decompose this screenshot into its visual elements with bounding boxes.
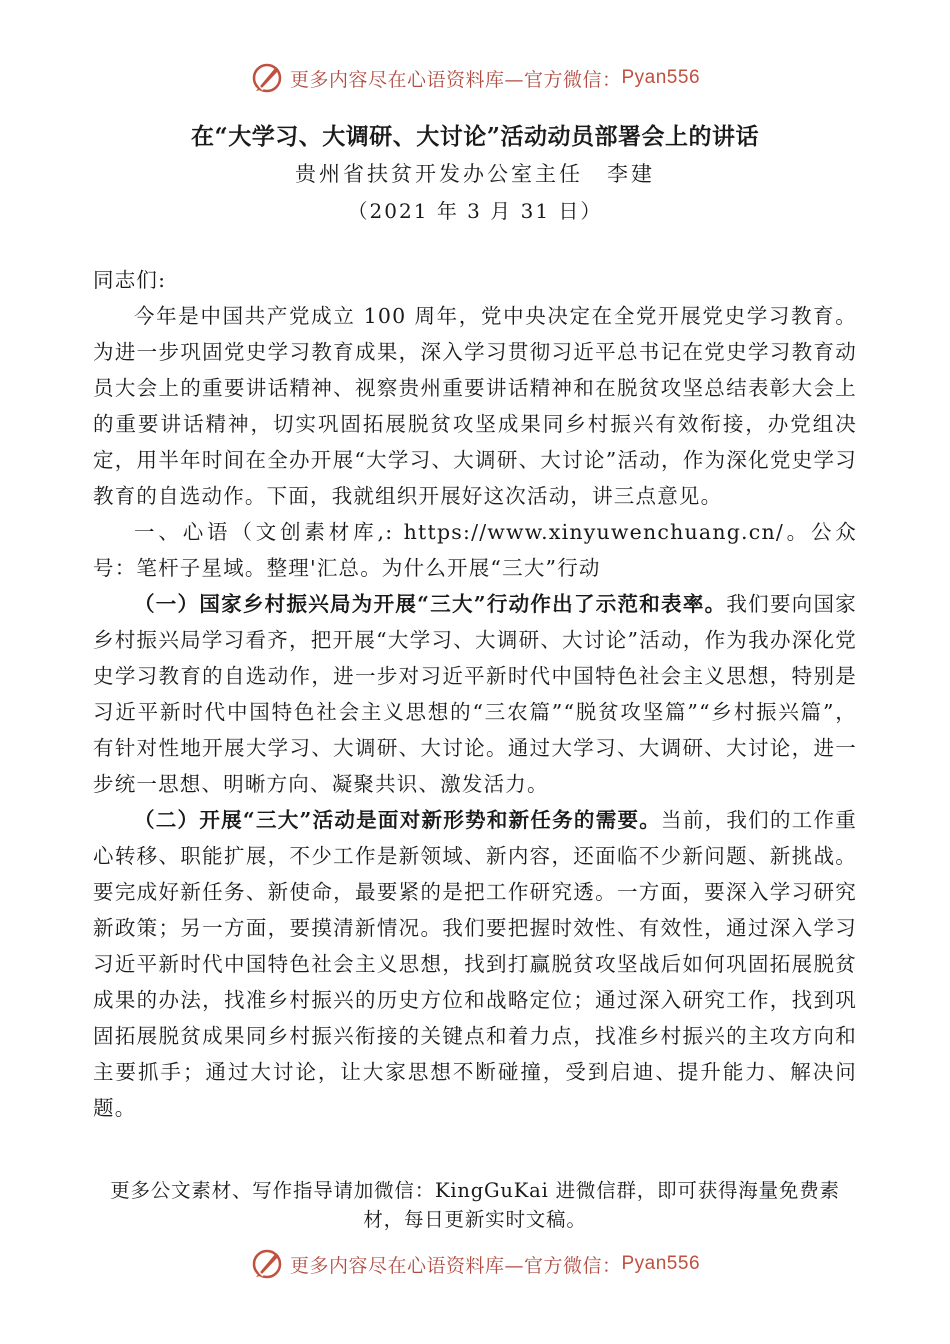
salutation: 同志们:: [93, 268, 167, 292]
banner-text: 更多内容尽在心语资料库—官方微信：: [289, 1254, 622, 1277]
banner-wechat-id: Pyan556: [621, 67, 701, 88]
paragraph-3: [93, 586, 857, 802]
document-body: [93, 262, 857, 1126]
watermark-banner-bottom: [0, 1244, 950, 1284]
footer-note: 更多公文素材、写作指导请加微信：KingGuKai 进微信群，即可获得海量免费素材，每日更新实时文稿。: [110, 1179, 840, 1231]
document-date: （2021 年 3 月 31 日）: [347, 199, 603, 223]
watermark-banner-top: [0, 58, 950, 98]
paragraph-4-text: 当前，我们的工作重心转移、职能扩展，不少工作是新领域、新内容，还面临不少新问题、新挑战。要完成好新任务、新使命，最要紧的是把工作研究透。一方面，要深入学习研究新政策；另一方面，要摸清新情况。我们要把握时效性、有效性，通过深入学习习近平新时代中国特色社会主义思想，找到打赢脱贫攻坚战后如何巩固拓展脱贫成果的办法，找准乡村振兴的历史方位和战略定位；通过深入研究工作，找到巩固拓展脱贫成果同乡村振兴衔接的关键点和着力点，找准乡村振兴的主攻方向和主要抓手；通过大讨论，让大家思想不断碰撞，受到启迪、提升能力、解决问题。: [93, 808, 857, 1120]
paragraph-4: [93, 802, 857, 1126]
section-heading-1: （一）国家乡村振兴局为开展“三大”行动作出了示范和表率。: [134, 592, 727, 616]
paragraph-1: 今年是中国共产党成立 100 周年，党中央决定在全党开展党史学习教育。为进一步巩固党史学习教育成果，深入学习贯彻习近平总书记在党史学习教育动员大会上的重要讲话精神、视察贵州重要讲话精神和在脱贫攻坚总结表彰大会上的重要讲话精神，切实巩固拓展脱贫攻坚成果同乡村振兴有效衔接，办党组决定，用半年时间在全办开展“大学习、大调研、大讨论”活动，作为深化党史学习教育的自选动作。下面，我就组织开展好这次活动，讲三点意见。: [93, 304, 857, 508]
document-title: 在“大学习、大调研、大讨论”活动动员部署会上的讲话: [191, 123, 759, 150]
quill-logo-icon: [250, 61, 284, 95]
paragraph-3-text: 我们要向国家乡村振兴局学习看齐，把开展“大学习、大调研、大讨论”活动，作为我办深化党史学习教育的自选动作，进一步对习近平新时代中国特色社会主义思想，特别是习近平新时代中国特色社会主义思想的“三农篇”“脱贫攻坚篇”“乡村振兴篇”，有针对性地开展大学习、大调研、大讨论。通过大学习、大调研、大讨论，进一步统一思想、明晰方向、凝聚共识、激发活力。: [93, 592, 858, 796]
section-heading-2: （二）开展“三大”活动是面对新形势和新任务的需要。: [134, 808, 662, 832]
quill-logo-icon: [250, 1247, 284, 1281]
document-author: 贵州省扶贫开发办公室主任 李建: [295, 162, 655, 186]
banner-text: 更多内容尽在心语资料库—官方微信：: [289, 68, 622, 91]
banner-wechat-id: Pyan556: [621, 1253, 701, 1274]
paragraph-2: 一、心语（文创素材库,: https://www.xinyuwenchuang.cn/。公众号：笔杆子星域。整理'汇总。为什么开展“三大”行动: [93, 520, 857, 580]
